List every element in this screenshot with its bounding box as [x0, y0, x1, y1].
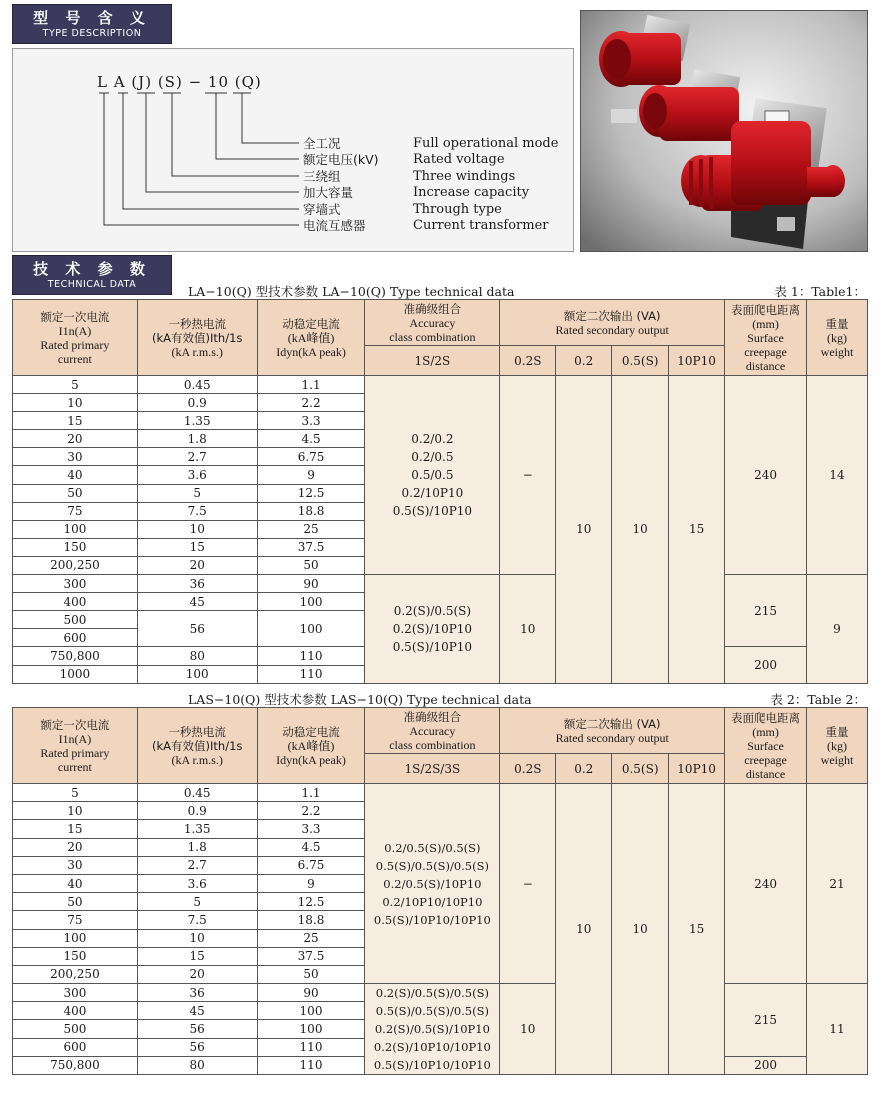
description-en: Rated voltage [413, 152, 505, 167]
description-zh: 额定电压(kV) [303, 152, 379, 167]
dynamic-current-cell: 50 [257, 965, 365, 983]
weight-header-line: (kg) [826, 738, 847, 753]
accuracy-combination-line: 0.2/0.5 [411, 450, 454, 465]
dynamic-current-cell: 25 [257, 520, 365, 538]
type-description-header [12, 4, 172, 44]
output-class-header: 0.2S [500, 754, 556, 784]
secondary-output-header-line: 额定二次输出 (VA) [563, 716, 661, 731]
dynamic-current-header-line: Idyn(kA peak) [276, 344, 346, 359]
thermal-current-cell: 3.6 [137, 874, 257, 892]
creepage-cell: 215 [725, 575, 807, 647]
creepage-header-line: 表面爬电距离 [731, 302, 801, 317]
dynamic-current-cell: 12.5 [257, 893, 365, 911]
dynamic-current-cell: 100 [257, 1002, 365, 1020]
output-class-header: 0.2 [556, 754, 612, 784]
creepage-header-line: creepage [744, 752, 787, 767]
output-02s-cell: 10 [500, 984, 556, 1075]
accuracy-combination-line: 0.2(S)/0.5(S) [393, 603, 472, 618]
weight-header-line: (kg) [826, 330, 847, 345]
weight-cell: 9 [806, 575, 867, 684]
output-02s-cell: − [500, 784, 556, 984]
thermal-current-cell: 7.5 [137, 502, 257, 520]
model-code: L A (J) (S) − 10 (Q) [97, 73, 262, 91]
dynamic-current-header [257, 300, 365, 376]
thermal-current-cell: 1.35 [137, 820, 257, 838]
dynamic-current-cell: 110 [257, 665, 365, 683]
weight-cell: 14 [806, 376, 867, 575]
thermal-current-cell: 15 [137, 947, 257, 965]
thermal-current-cell: 2.7 [137, 856, 257, 874]
creepage-header-line: distance [745, 766, 786, 781]
accuracy-combination-line: 0.2(S)/0.5(S)/0.5(S) [375, 986, 489, 1001]
description-zh: 电流互感器 [303, 218, 366, 233]
thermal-current-cell: 56 [137, 1038, 257, 1056]
rated-current-cell: 10 [13, 394, 138, 412]
weight-cell: 11 [806, 984, 867, 1075]
weight-header-line: 重量 [825, 316, 849, 331]
accuracy-combination-line: 0.5(S)/0.5(S)/0.5(S) [375, 1004, 489, 1019]
creepage-cell: 240 [725, 376, 807, 575]
table1-caption: LA−10(Q) 型技术参数 LA−10(Q) Type technical data [188, 284, 515, 299]
dynamic-current-cell: 9 [257, 874, 365, 892]
accuracy-combination-line: 0.5/0.5 [411, 468, 454, 483]
rated-primary-header-line: I1n(A) [58, 323, 92, 338]
dynamic-current-cell: 18.8 [257, 502, 365, 520]
rated-primary-header [13, 708, 138, 784]
rated-current-cell: 150 [13, 538, 138, 556]
dynamic-current-cell: 1.1 [257, 376, 365, 394]
dynamic-current-header-line: 动稳定电流 [282, 724, 340, 739]
thermal-current-cell: 10 [137, 929, 257, 947]
rated-current-cell: 200,250 [13, 965, 138, 983]
dynamic-current-cell: 6.75 [257, 448, 365, 466]
rated-current-cell: 15 [13, 820, 138, 838]
dynamic-current-header-line: (kA峰值) [287, 330, 335, 345]
output-class-header: 0.5(S) [612, 346, 669, 376]
thermal-current-cell: 56 [137, 611, 257, 647]
output-10p10-cell: 15 [669, 376, 725, 684]
dynamic-current-header-line: 动稳定电流 [282, 316, 340, 331]
rated-current-cell: 300 [13, 984, 138, 1002]
accuracy-combination-line: 0.2/0.5(S)/10P10 [383, 876, 482, 891]
dynamic-current-cell: 18.8 [257, 911, 365, 929]
accuracy-combination-line: 0.5(S)/10P10/10P10 [373, 1058, 491, 1073]
table2 [12, 707, 868, 1075]
thermal-current-header-line: (kA r.m.s.) [171, 344, 223, 359]
table1 [12, 299, 868, 684]
output-05s-cell: 10 [612, 784, 669, 1075]
thermal-current-cell: 5 [137, 893, 257, 911]
thermal-current-cell: 20 [137, 556, 257, 574]
rated-current-cell: 20 [13, 838, 138, 856]
output-02s-cell: − [500, 376, 556, 575]
thermal-current-cell: 20 [137, 965, 257, 983]
accuracy-header [365, 708, 500, 754]
dynamic-current-cell: 37.5 [257, 947, 365, 965]
accuracy-combination-line: 0.2/0.5(S)/0.5(S) [384, 840, 481, 855]
accuracy-combination-line: 0.2(S)/0.5(S)/10P10 [374, 1022, 490, 1037]
description-en: Through type [413, 202, 502, 217]
thermal-current-cell: 0.9 [137, 802, 257, 820]
dynamic-current-cell: 4.5 [257, 430, 365, 448]
rated-current-cell: 15 [13, 412, 138, 430]
thermal-current-cell: 36 [137, 575, 257, 593]
weight-cell: 21 [806, 784, 867, 984]
rated-current-cell: 50 [13, 484, 138, 502]
rated-current-cell: 20 [13, 430, 138, 448]
output-05s-cell: 10 [612, 376, 669, 684]
thermal-current-cell: 3.6 [137, 466, 257, 484]
output-class-header: 10P10 [669, 754, 725, 784]
type-description-title-en: TYPE DESCRIPTION [42, 28, 142, 39]
creepage-header-line: 表面爬电距离 [731, 710, 801, 725]
thermal-current-cell: 0.45 [137, 784, 257, 802]
output-02s-cell: 10 [500, 575, 556, 684]
weight-header [806, 708, 867, 784]
creepage-cell: 215 [725, 984, 807, 1057]
output-class-header: 0.2S [500, 346, 556, 376]
thermal-current-cell: 36 [137, 984, 257, 1002]
thermal-current-cell: 80 [137, 647, 257, 665]
accuracy-combination-line: 0.2(S)/10P10/10P10 [373, 1040, 491, 1055]
thermal-current-cell: 0.9 [137, 394, 257, 412]
rated-current-cell: 50 [13, 893, 138, 911]
technical-data-title-en: TECHNICAL DATA [47, 279, 137, 290]
accuracy-group-cell [365, 376, 500, 575]
rated-current-cell: 200,250 [13, 556, 138, 574]
table-row [13, 575, 868, 593]
rated-current-cell: 100 [13, 520, 138, 538]
table1-caption-right: 表 1：Table1： [774, 284, 866, 299]
dynamic-current-cell: 25 [257, 929, 365, 947]
dynamic-current-cell: 110 [257, 647, 365, 665]
rated-current-cell: 400 [13, 1002, 138, 1020]
rated-current-cell: 1000 [13, 665, 138, 683]
accuracy-combination-line: 0.2/0.2 [411, 432, 454, 447]
rated-primary-header-line: Rated primary [40, 337, 110, 352]
product-photo [580, 10, 868, 252]
creepage-cell: 200 [725, 647, 807, 683]
weight-header-line: weight [820, 344, 854, 359]
thermal-current-header-line: (kA有效值)Ith/1s [152, 738, 243, 753]
dynamic-current-cell: 110 [257, 1038, 365, 1056]
creepage-header [725, 300, 807, 376]
thermal-current-cell: 80 [137, 1056, 257, 1074]
secondary-output-header-line: 额定二次输出 (VA) [563, 308, 661, 323]
rated-current-cell: 600 [13, 1038, 138, 1056]
type-description-title-zh: 型 号 含 义 [33, 9, 151, 27]
weight-header-line: weight [820, 752, 854, 767]
accuracy-header-line: 准确级组合 [403, 301, 462, 316]
thermal-current-cell: 2.7 [137, 448, 257, 466]
accuracy-combination-line: 0.5(S)/10P10 [392, 639, 473, 654]
description-en: Three windings [413, 169, 516, 184]
dynamic-current-cell: 12.5 [257, 484, 365, 502]
thermal-current-header [137, 708, 257, 784]
accuracy-combination-line: 0.5(S)/10P10 [392, 504, 473, 519]
rated-current-cell: 5 [13, 784, 138, 802]
output-class-header: 0.2 [556, 346, 612, 376]
dynamic-current-cell: 6.75 [257, 856, 365, 874]
rated-current-cell: 500 [13, 611, 138, 629]
accuracy-header-line: 准确级组合 [403, 709, 462, 724]
dynamic-current-cell: 4.5 [257, 838, 365, 856]
dynamic-current-header [257, 708, 365, 784]
dynamic-current-cell: 100 [257, 593, 365, 611]
technical-data-title-zh: 技 术 参 数 [33, 260, 151, 278]
rated-current-cell: 40 [13, 874, 138, 892]
description-en: Increase capacity [413, 185, 530, 200]
description-zh: 全工况 [303, 136, 341, 151]
accuracy-header-line: class combination [389, 329, 476, 344]
description-zh: 穿墙式 [303, 202, 341, 217]
creepage-header-line: creepage [744, 344, 787, 359]
dynamic-current-cell: 90 [257, 575, 365, 593]
thermal-current-cell: 7.5 [137, 911, 257, 929]
dynamic-current-header-line: Idyn(kA peak) [276, 752, 346, 767]
accuracy-sub-header: 1S/2S [365, 346, 500, 376]
rated-current-cell: 500 [13, 1020, 138, 1038]
creepage-header-line: (mm) [752, 316, 779, 331]
accuracy-group-cell [365, 784, 500, 984]
description-zh: 三绕组 [303, 169, 341, 184]
accuracy-combination-line: 0.5(S)/10P10/10P10 [373, 912, 491, 927]
dynamic-current-cell: 37.5 [257, 538, 365, 556]
creepage-header [725, 708, 807, 784]
accuracy-combination-line: 0.5(S)/0.5(S)/0.5(S) [375, 858, 489, 873]
description-zh: 加大容量 [303, 185, 354, 200]
rated-primary-header-line: 额定一次电流 [40, 309, 110, 324]
thermal-current-header-line: 一秒热电流 [168, 724, 226, 739]
thermal-current-header-line: (kA有效值)Ith/1s [152, 330, 243, 345]
rated-current-cell: 150 [13, 947, 138, 965]
thermal-current-cell: 15 [137, 538, 257, 556]
dynamic-current-cell: 3.3 [257, 412, 365, 430]
creepage-cell: 240 [725, 784, 807, 984]
rated-current-cell: 100 [13, 929, 138, 947]
thermal-current-header [137, 300, 257, 376]
description-en: Full operational mode [413, 136, 559, 151]
accuracy-group-cell [365, 984, 500, 1075]
output-class-header: 10P10 [669, 346, 725, 376]
thermal-current-cell: 1.8 [137, 430, 257, 448]
rated-current-cell: 75 [13, 911, 138, 929]
dynamic-current-cell: 100 [257, 611, 365, 647]
table2-caption: LAS−10(Q) 型技术参数 LAS−10(Q) Type technical data [188, 692, 532, 707]
rated-current-cell: 600 [13, 629, 138, 647]
rated-primary-header-line: 额定一次电流 [40, 717, 110, 732]
accuracy-combination-line: 0.2/10P10 [401, 486, 464, 501]
rated-current-cell: 40 [13, 466, 138, 484]
dynamic-current-cell: 1.1 [257, 784, 365, 802]
creepage-cell: 200 [725, 1056, 807, 1074]
table-row [13, 784, 868, 802]
type-description-box [12, 48, 574, 252]
rated-primary-header [13, 300, 138, 376]
thermal-current-cell: 1.35 [137, 412, 257, 430]
dynamic-current-cell: 3.3 [257, 820, 365, 838]
thermal-current-cell: 5 [137, 484, 257, 502]
thermal-current-cell: 56 [137, 1020, 257, 1038]
dynamic-current-cell: 2.2 [257, 394, 365, 412]
accuracy-group-cell [365, 575, 500, 684]
table2-caption-right: 表 2：Table 2： [770, 692, 866, 707]
dynamic-current-cell: 110 [257, 1056, 365, 1074]
thermal-current-cell: 0.45 [137, 376, 257, 394]
accuracy-header-line: Accuracy [409, 315, 456, 330]
rated-current-cell: 750,800 [13, 647, 138, 665]
rated-current-cell: 10 [13, 802, 138, 820]
rated-primary-header-line: current [57, 351, 92, 366]
dynamic-current-cell: 100 [257, 1020, 365, 1038]
secondary-output-header-line: Rated secondary output [555, 730, 669, 745]
accuracy-header [365, 300, 500, 346]
output-02-cell: 10 [556, 784, 612, 1075]
secondary-output-header [500, 300, 725, 346]
dynamic-current-cell: 50 [257, 556, 365, 574]
thermal-current-header-line: 一秒热电流 [168, 316, 226, 331]
table-row [13, 984, 868, 1002]
creepage-header-line: distance [745, 358, 786, 373]
description-en: Current transformer [413, 218, 549, 233]
accuracy-combination-line: 0.2(S)/10P10 [392, 621, 473, 636]
creepage-header-line: (mm) [752, 724, 779, 739]
rated-current-cell: 400 [13, 593, 138, 611]
thermal-current-cell: 45 [137, 1002, 257, 1020]
weight-header [806, 300, 867, 376]
accuracy-header-line: Accuracy [409, 723, 456, 738]
rated-current-cell: 300 [13, 575, 138, 593]
creepage-header-line: Surface [747, 738, 784, 753]
thermal-current-cell: 100 [137, 665, 257, 683]
table-row [13, 376, 868, 394]
rated-primary-header-line: I1n(A) [58, 731, 92, 746]
creepage-header-line: Surface [747, 330, 784, 345]
thermal-current-header-line: (kA r.m.s.) [171, 752, 223, 767]
rated-current-cell: 30 [13, 448, 138, 466]
technical-data-header [12, 255, 172, 295]
secondary-output-header-line: Rated secondary output [555, 322, 669, 337]
thermal-current-cell: 10 [137, 520, 257, 538]
dynamic-current-cell: 2.2 [257, 802, 365, 820]
output-10p10-cell: 15 [669, 784, 725, 1075]
accuracy-header-line: class combination [389, 737, 476, 752]
output-02-cell: 10 [556, 376, 612, 684]
rated-current-cell: 30 [13, 856, 138, 874]
accuracy-combination-line: 0.2/10P10/10P10 [382, 894, 483, 909]
rated-current-cell: 5 [13, 376, 138, 394]
weight-header-line: 重量 [825, 724, 849, 739]
accuracy-sub-header: 1S/2S/3S [365, 754, 500, 784]
rated-primary-header-line: current [57, 759, 92, 774]
rated-current-cell: 75 [13, 502, 138, 520]
rated-primary-header-line: Rated primary [40, 745, 110, 760]
output-class-header: 0.5(S) [612, 754, 669, 784]
dynamic-current-cell: 9 [257, 466, 365, 484]
thermal-current-cell: 1.8 [137, 838, 257, 856]
secondary-output-header [500, 708, 725, 754]
dynamic-current-cell: 90 [257, 984, 365, 1002]
dynamic-current-header-line: (kA峰值) [287, 738, 335, 753]
thermal-current-cell: 45 [137, 593, 257, 611]
rated-current-cell: 750,800 [13, 1056, 138, 1074]
